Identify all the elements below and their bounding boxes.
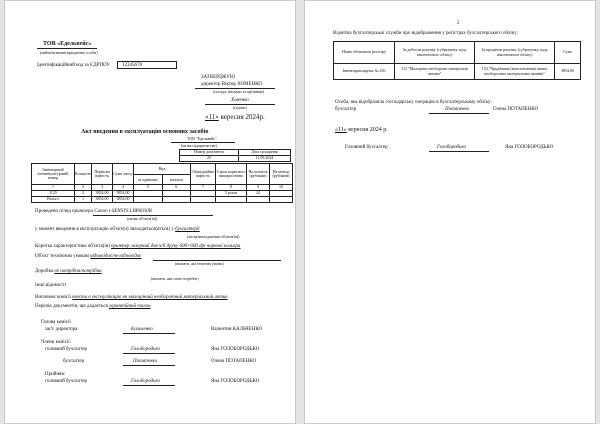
accepted-role: головний бухгалтер	[45, 379, 88, 384]
inspection-caption: (назва об'єкта(ів))	[127, 216, 158, 221]
document-page-1	[4, 0, 296, 424]
approve-date: «11» вересня 2024р.	[205, 113, 265, 121]
document-number-table	[179, 149, 291, 162]
commission-head-signature: Кальченко	[131, 327, 153, 332]
approve-director: директор Віктор ХОМЕНКО	[201, 82, 263, 87]
sum-header: Сума	[555, 42, 581, 64]
accounting-mark-header: Відмітка бухгалтерської служби про відображення у регістрах бухгалтерського обліку:	[333, 31, 518, 36]
header-depreciation: Сума зносу	[113, 164, 134, 185]
header-inventory-number: Інвентарний (номенклатурний) номер	[32, 164, 75, 185]
table-total-row: Всього 1 3854,00 3854,00	[32, 197, 293, 203]
column-numbers-row: 1 2 3 4 5 6 7 8 9 10	[32, 185, 293, 191]
accounting-register-table	[333, 41, 581, 80]
document-page-2	[304, 0, 596, 424]
responsible-name: Олена ПОТАПЕНКО	[493, 107, 539, 112]
accepted-label: Прийняв:	[45, 372, 66, 377]
doc-date-header: Дата складання	[238, 150, 290, 156]
asset-table	[31, 163, 293, 203]
header-liquidation: Ліквідаційна вартість	[191, 164, 216, 185]
commission-head-name: Валентин КАЛЬЧЕНКО	[211, 327, 263, 332]
location-caption: (місцезнаходження об'єкта(ів))	[187, 234, 240, 239]
header-quantity: Кількість	[75, 164, 92, 185]
page2-date: «11» вересня 2024 р.	[335, 127, 388, 133]
edrpou-value: 12345678	[117, 61, 177, 69]
company-caption: (найменування юридичної особи)	[40, 50, 98, 55]
member1-signature: Голобородько	[131, 347, 160, 352]
commission-head-role: заст. директора	[45, 327, 78, 332]
edrpou-label: Ідентифікаційний код за ЄДРПОУ	[37, 63, 110, 68]
other-info-label: Інші відомості	[35, 283, 67, 288]
members-label: Члени комісії:	[41, 340, 72, 345]
responsible-role: бухгалтер	[335, 107, 357, 112]
table-row: Інвентарна картка № 256 112 "Малоцінні необоротні матеріальні активи" 153 "Придбання (виготовлення) інших необоротних матеріальних активів" 3854,00	[334, 64, 581, 80]
short-characteristic-line: Коротка характеристика об'єкта(ів) принтер лазерний для ч/б друку 600×600 dpi чорнові кольори	[35, 244, 241, 249]
header-type: Вид за одиницю загалом	[134, 164, 191, 185]
org-caption: (назва підприємства)	[181, 143, 217, 148]
commission-head-label: Голова комісії	[41, 320, 71, 325]
act-title: Акт введення в експлуатацію основних засобів	[81, 129, 209, 135]
rework-caption: (вказати, яке саме потрібне)	[151, 276, 199, 281]
responsible-person-text: Особа, яка відобразила господарську операцію в бухгалтерському обліку:	[335, 100, 492, 105]
org-name: ТОВ "Едельвейс"	[187, 136, 217, 141]
responsible-signature: Потапенко	[445, 107, 470, 112]
company-name: ТОВ «Едельвейс»	[43, 41, 92, 47]
page-number: 2	[457, 21, 460, 26]
register-header: Назва облікового регістру	[334, 42, 395, 64]
header-initial-cost: Первісна вартість	[92, 164, 113, 185]
member2-name: Олена ПОТАПЕНКО	[211, 359, 257, 364]
conclusion-line: Висновок комісії ввести в експлуатацію як малоцінний необоротний матеріальний актив	[35, 295, 228, 300]
accepted-name: Яна ГОЛОБОРОДЬКО	[211, 379, 260, 384]
member1-role: головний бухгалтер	[45, 347, 88, 352]
doc-number-value: 25	[180, 156, 239, 162]
approve-caption-position: (посада, ініціали та прізвище)	[213, 89, 265, 94]
member2-signature: Потапенко	[133, 359, 158, 364]
chief-accountant-signature: Голобородько	[437, 145, 466, 150]
approve-signature: Хоменко	[231, 98, 249, 103]
header-useful-life: Строк корисного використання	[216, 164, 247, 185]
member1-name: Яна ГОЛОБОРОДЬКО	[211, 347, 260, 352]
technical-caption: (вказати, які технічні умови)	[175, 261, 224, 266]
credit-header: За кредитом рахунку (субрахунку, коду аналітичного обліку)	[475, 42, 555, 64]
header-end: На кінець (рублями)	[270, 164, 293, 185]
inspection-line: Проведено огляд принтера Canon i-SENSYS LBP6030B	[35, 209, 152, 214]
header-start: На початок (рублями)	[247, 164, 270, 185]
table-row: 1125 2 3854,00 3854,00 5 років 24	[32, 191, 293, 197]
attached-docs-line: Перелік документів, що додається гарантійний талон	[35, 304, 151, 309]
debit-header: За дебетом рахунку (субрахунку, коду аналітичного обліку)	[395, 42, 475, 64]
rework-line: Доробка не потрібна/потрібна	[35, 269, 102, 274]
accepted-signature: Голобородько	[131, 379, 160, 384]
doc-number-header: Номер документа	[180, 150, 239, 156]
approve-title: ЗАТВЕРДЖУЮ	[201, 75, 236, 80]
technical-line: Об'єкт технічним умовам відповідає/не відповідає	[35, 254, 142, 259]
doc-date-value: 11.09.2024	[238, 156, 290, 162]
chief-accountant-role: Головний бухгалтер	[345, 145, 388, 150]
member2-role: бухгалтер	[63, 359, 85, 364]
location-line: у момент введення в експлуатацію об'єкт(и) знаходиться(яться) у бухгалтерії	[35, 227, 200, 232]
chief-accountant-name: Яна ГОЛОБОРОДЬКО	[505, 145, 554, 150]
approve-caption-sign: (підпис)	[233, 105, 248, 110]
